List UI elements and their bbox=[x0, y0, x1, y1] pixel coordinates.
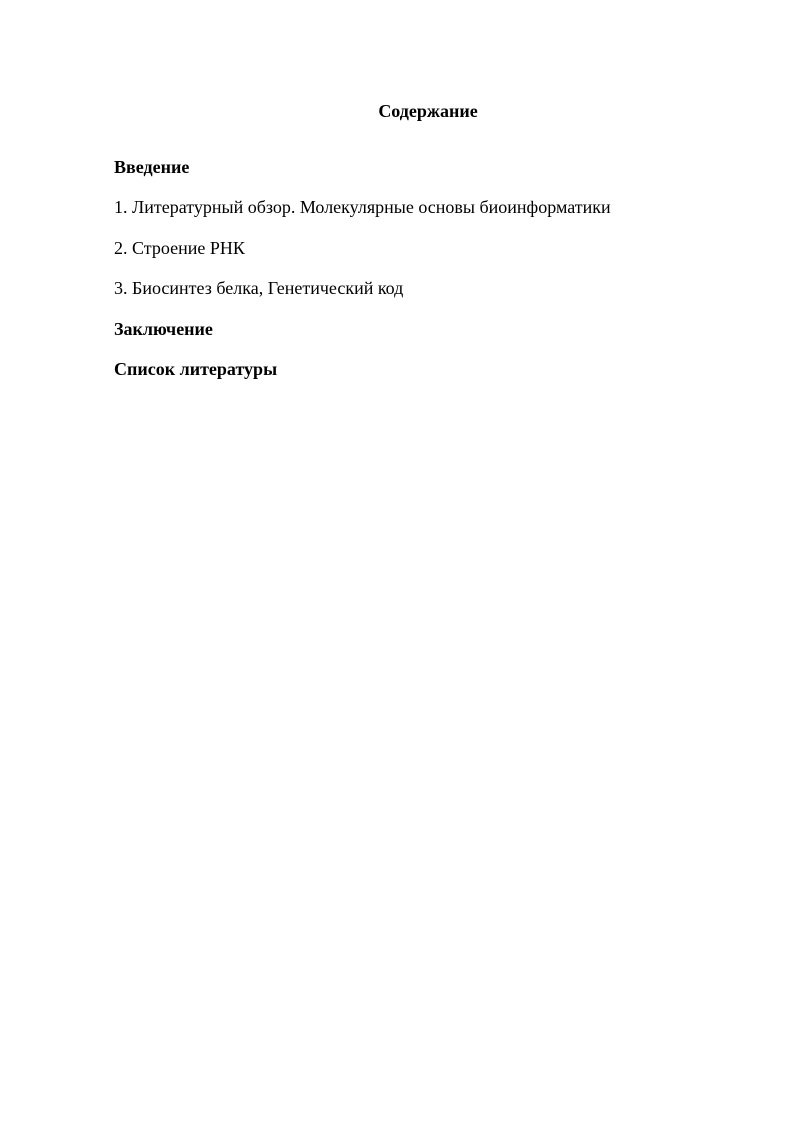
toc-item-chapter-1: 1. Литературный обзор. Молекулярные основы биоинформатики bbox=[114, 197, 611, 218]
toc-item-chapter-3: 3. Биосинтез белка, Генетический код bbox=[114, 278, 404, 299]
table-of-contents bbox=[114, 156, 611, 398]
toc-item-introduction: Введение bbox=[114, 157, 190, 177]
page-title: Содержание bbox=[378, 101, 478, 121]
toc-item-references: Список литературы bbox=[114, 358, 278, 379]
toc-item-conclusion: Заключение bbox=[114, 318, 213, 339]
toc-item-chapter-2: 2. Строение РНК bbox=[114, 237, 245, 258]
